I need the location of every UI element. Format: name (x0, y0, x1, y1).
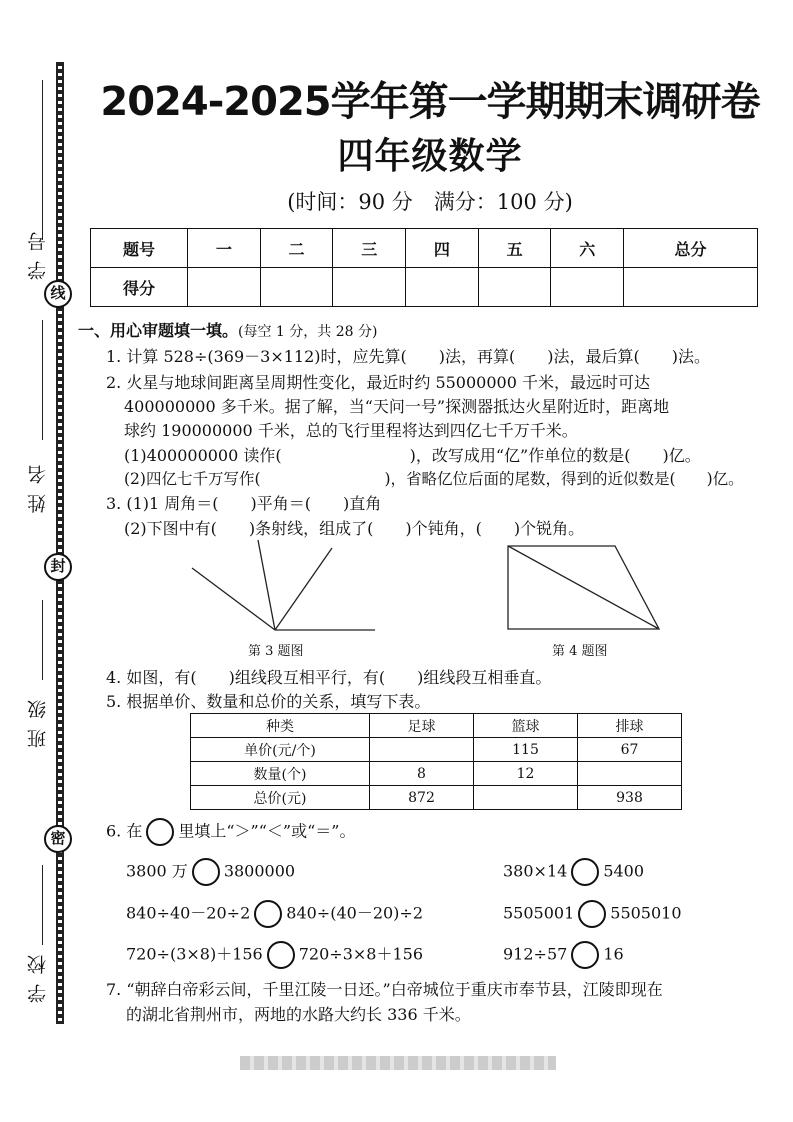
question-2-line1: 2. 火星与地球间距离呈周期性变化，最近时约 55000000 千米，最远时可达 (106, 373, 650, 392)
price-cell: 8 (370, 762, 474, 786)
exam-info: (时间：90 分 满分：100 分) (287, 190, 573, 214)
school-label: 学校 (27, 945, 49, 1003)
question-5: 5. 根据单价、数量和总价的关系，填写下表。 (106, 692, 431, 711)
ray-upper-left (258, 540, 275, 630)
question-6-suffix: 里填上“＞”“＜”或“＝”。 (178, 821, 356, 841)
question-6 (106, 818, 355, 846)
price-row-label: 总价(元) (191, 786, 370, 810)
compare-right: 720÷3×8＋156 (298, 944, 424, 964)
compare-circle[interactable] (571, 941, 599, 969)
seal-circle-seal: 封 (44, 553, 72, 581)
compare-circle[interactable] (192, 858, 220, 886)
score-row-label: 得分 (91, 268, 188, 307)
compare-left: 912÷57 (503, 944, 568, 964)
compare-item (503, 941, 624, 969)
compare-item (126, 900, 423, 928)
binding-rule (42, 600, 43, 680)
section-note: (每空 1 分，共 28 分) (238, 324, 378, 340)
exam-subtitle: 四年级数学 (337, 136, 523, 177)
binding-line (56, 62, 64, 1024)
score-header-cell: 四 (406, 229, 479, 268)
score-cell[interactable] (406, 268, 479, 307)
watermark-blur (240, 1056, 556, 1070)
compare-left: 720÷(3×8)＋156 (126, 944, 263, 964)
price-table-header (191, 714, 682, 738)
score-header-cell: 二 (260, 229, 333, 268)
score-header-cell: 总分 (624, 229, 758, 268)
score-cell[interactable] (260, 268, 333, 307)
score-header-cell: 六 (551, 229, 624, 268)
compare-left: 5505001 (503, 903, 575, 923)
price-cell[interactable] (474, 786, 578, 810)
score-cell[interactable] (333, 268, 406, 307)
score-header-cell: 五 (478, 229, 551, 268)
circle-sample (146, 818, 174, 846)
compare-item (126, 858, 295, 886)
score-table (90, 228, 758, 307)
price-cell: 115 (474, 738, 578, 762)
price-cell: 67 (578, 738, 682, 762)
compare-right: 5400 (603, 861, 645, 881)
figure-4-caption: 第 4 题图 (552, 644, 608, 659)
figure-3-caption: 第 3 题图 (248, 644, 304, 659)
price-header-cell: 种类 (191, 714, 370, 738)
score-cell[interactable] (551, 268, 624, 307)
compare-circle[interactable] (571, 858, 599, 886)
ray-upper-right (275, 548, 332, 630)
compare-item (503, 900, 682, 928)
question-2-line2: 400000000 多千米。据了解，当“天问一号”探测器抵达火星附近时，距离地 (124, 397, 670, 416)
price-table-row (191, 786, 682, 810)
score-header-cell: 题号 (91, 229, 188, 268)
price-table (190, 713, 682, 810)
question-2-sub2: (2)四亿七千万写作( )，省略亿位后面的尾数，得到的近似数是( )亿。 (124, 470, 744, 488)
question-6-prefix: 6. 在 (106, 821, 143, 841)
question-7-line1: 7. “朝辞白帝彩云间，千里江陵一日还。”白帝城位于重庆市奉节县，江陵即现在 (106, 980, 663, 999)
price-header-cell: 足球 (370, 714, 474, 738)
price-cell: 938 (578, 786, 682, 810)
compare-right: 5505010 (610, 903, 682, 923)
price-row-label: 单价(元/个) (191, 738, 370, 762)
figure-4-trapezoid (505, 543, 663, 633)
compare-left: 380×14 (503, 861, 568, 881)
price-cell: 872 (370, 786, 474, 810)
price-header-cell: 排球 (578, 714, 682, 738)
compare-left: 3800 万 (126, 861, 188, 881)
compare-left: 840÷40－20÷2 (126, 903, 251, 923)
name-label: 姓名 (27, 455, 49, 513)
price-table-row (191, 762, 682, 786)
compare-right: 840÷(40－20)÷2 (286, 903, 424, 923)
question-2-line3: 球约 190000000 千米，总的飞行里程将达到四亿七千万千米。 (124, 421, 578, 440)
score-cell[interactable] (478, 268, 551, 307)
figure-3-rays (190, 538, 380, 638)
question-7-line2: 的湖北省荆州市，两地的水路大约长 336 千米。 (126, 1005, 471, 1024)
binding-rule (42, 865, 43, 945)
compare-item (126, 941, 423, 969)
binding-rule (42, 320, 43, 440)
compare-item (503, 858, 644, 886)
price-header-cell: 篮球 (474, 714, 578, 738)
student-id-label: 学号 (27, 222, 49, 280)
compare-right: 16 (603, 944, 624, 964)
price-cell[interactable] (370, 738, 474, 762)
compare-circle[interactable] (578, 900, 606, 928)
compare-circle[interactable] (267, 941, 295, 969)
question-3-line2: (2)下图中有( )条射线，组成了( )个钝角，( )个锐角。 (124, 519, 585, 538)
question-2-sub1: (1)400000000 读作( )，改写成用“亿”作单位的数是( )亿。 (124, 446, 701, 465)
compare-circle[interactable] (254, 900, 282, 928)
score-cell[interactable] (624, 268, 758, 307)
question-4: 4. 如图，有( )组线段互相平行，有( )组线段互相垂直。 (106, 668, 552, 687)
exam-title: 2024-2025学年第一学期期末调研卷 (100, 79, 760, 125)
score-table-row (91, 268, 758, 307)
score-cell[interactable] (188, 268, 261, 307)
seal-circle-line: 线 (44, 280, 72, 308)
compare-right: 3800000 (223, 861, 296, 881)
score-table-header (91, 229, 758, 268)
score-header-cell: 一 (188, 229, 261, 268)
class-label: 班级 (27, 690, 49, 748)
binding-rule (42, 80, 43, 240)
question-1: 1. 计算 528÷(369－3×112)时，应先算( )法，再算( )法，最后算( )法。 (106, 347, 710, 366)
price-cell[interactable] (578, 762, 682, 786)
price-table-row (191, 738, 682, 762)
question-3-line1: 3. (1)1 周角＝( )平角＝( )直角 (106, 494, 382, 513)
seal-circle-secret: 密 (44, 825, 72, 853)
section-heading (78, 318, 377, 341)
section-title: 一、用心审题填一填。 (78, 321, 239, 340)
score-header-cell: 三 (333, 229, 406, 268)
price-cell: 12 (474, 762, 578, 786)
price-row-label: 数量(个) (191, 762, 370, 786)
ray-left (192, 568, 275, 630)
